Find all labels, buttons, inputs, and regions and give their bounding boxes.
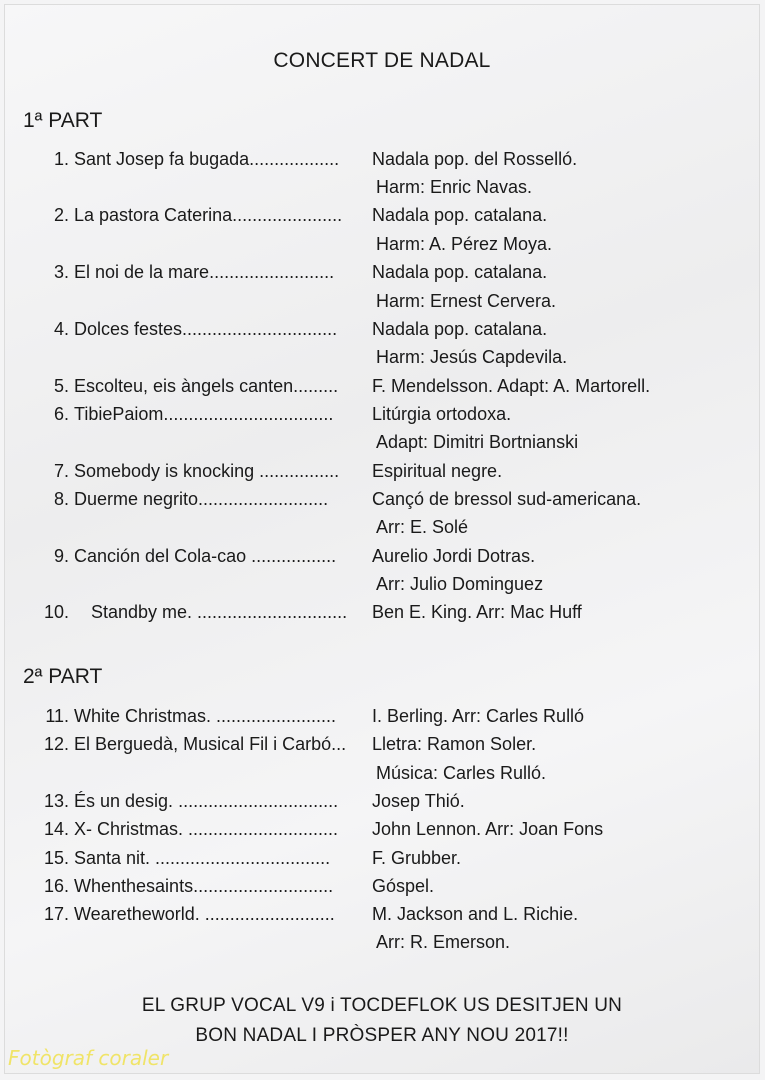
- item-number: 2.: [53, 205, 69, 225]
- item-credit: I. Berling. Arr: Carles Rulló: [372, 706, 585, 726]
- item-title: X- Christmas. ..............................: [74, 819, 339, 839]
- item-number: 15.: [43, 848, 69, 868]
- item-title: TibiePaiom..................................: [74, 404, 334, 424]
- item-credit: Lletra: Ramon Soler.: [372, 734, 537, 754]
- page-title: CONCERT DE NADAL: [273, 49, 491, 72]
- watermark: Fotògraf coraler: [8, 1046, 169, 1070]
- part2-heading: 2ª PART: [23, 665, 103, 688]
- item-credit: Nadala pop. catalana.: [372, 205, 548, 225]
- item-credit: Cançó de bressol sud-americana.: [372, 489, 642, 509]
- item-credit: Nadala pop. catalana.: [372, 262, 548, 282]
- item-subcredit: Arr: E. Solé: [376, 517, 469, 537]
- item-subcredit: Harm: Enric Navas.: [376, 177, 533, 197]
- item-title: Somebody is knocking ................: [74, 461, 340, 481]
- item-number: 17.: [43, 904, 69, 924]
- item-number: 16.: [43, 876, 69, 896]
- item-number: 6.: [53, 404, 69, 424]
- item-title: Duerme negrito..........................: [74, 489, 329, 509]
- item-subcredit: Arr: R. Emerson.: [376, 932, 511, 952]
- item-title: Whenthesaints............................: [74, 876, 334, 896]
- item-number: 1.: [53, 149, 69, 169]
- item-credit: Nadala pop. catalana.: [372, 319, 548, 339]
- item-subcredit: Harm: A. Pérez Moya.: [376, 234, 553, 254]
- item-number: 9.: [53, 546, 69, 566]
- item-subcredit: Adapt: Dimitri Bortnianski: [376, 432, 579, 452]
- item-title: El Berguedà, Musical Fil i Carbó...: [74, 734, 347, 754]
- item-title: Standby me. ..............................: [91, 602, 348, 622]
- item-number: 5.: [53, 376, 69, 396]
- item-number: 8.: [53, 489, 69, 509]
- item-title: El noi de la mare.........................: [74, 262, 335, 282]
- item-title: Dolces festes...............................: [74, 319, 338, 339]
- footer-line-1: EL GRUP VOCAL V9 i TOCDEFLOK US DESITJEN UN: [141, 995, 623, 1016]
- item-subcredit: Arr: Julio Dominguez: [376, 574, 544, 594]
- footer-line-2: BON NADAL I PRÒSPER ANY NOU 2017!!: [195, 1025, 569, 1046]
- item-number: 4.: [53, 319, 69, 339]
- item-title: Canción del Cola-cao .................: [74, 546, 337, 566]
- item-title: Wearetheworld. ..........................: [74, 904, 335, 924]
- program-sheet: [4, 4, 760, 1074]
- item-credit: Espiritual negre.: [372, 461, 503, 481]
- item-subcredit: Música: Carles Rulló.: [376, 763, 547, 783]
- item-number: 10.: [43, 602, 69, 622]
- item-credit: M. Jackson and L. Richie.: [372, 904, 579, 924]
- item-title: La pastora Caterina......................: [74, 205, 343, 225]
- item-number: 11.: [45, 706, 69, 726]
- item-title: White Christmas. ........................: [74, 706, 337, 726]
- item-subcredit: Harm: Ernest Cervera.: [376, 291, 557, 311]
- item-number: 3.: [53, 262, 69, 282]
- item-number: 14.: [43, 819, 69, 839]
- item-credit: Góspel.: [372, 876, 435, 896]
- part1-heading: 1ª PART: [23, 109, 103, 132]
- item-number: 13.: [43, 791, 69, 811]
- item-credit: Nadala pop. del Rosselló.: [372, 149, 578, 169]
- item-credit: Josep Thió.: [372, 791, 465, 811]
- item-title: Santa nit. ...................................: [74, 848, 331, 868]
- item-number: 12.: [43, 734, 69, 754]
- item-credit: F. Grubber.: [372, 848, 462, 868]
- item-credit: F. Mendelsson. Adapt: A. Martorell.: [372, 376, 651, 396]
- item-credit: Ben E. King. Arr: Mac Huff: [372, 602, 582, 622]
- item-credit: John Lennon. Arr: Joan Fons: [372, 819, 604, 839]
- item-number: 7.: [53, 461, 69, 481]
- item-title: Escolteu, eis àngels canten.........: [74, 376, 339, 396]
- item-title: Sant Josep fa bugada..................: [74, 149, 340, 169]
- item-title: És un desig. ................................: [74, 791, 339, 811]
- item-credit: Aurelio Jordi Dotras.: [372, 546, 536, 566]
- item-credit: Litúrgia ortodoxa.: [372, 404, 512, 424]
- item-subcredit: Harm: Jesús Capdevila.: [376, 347, 568, 367]
